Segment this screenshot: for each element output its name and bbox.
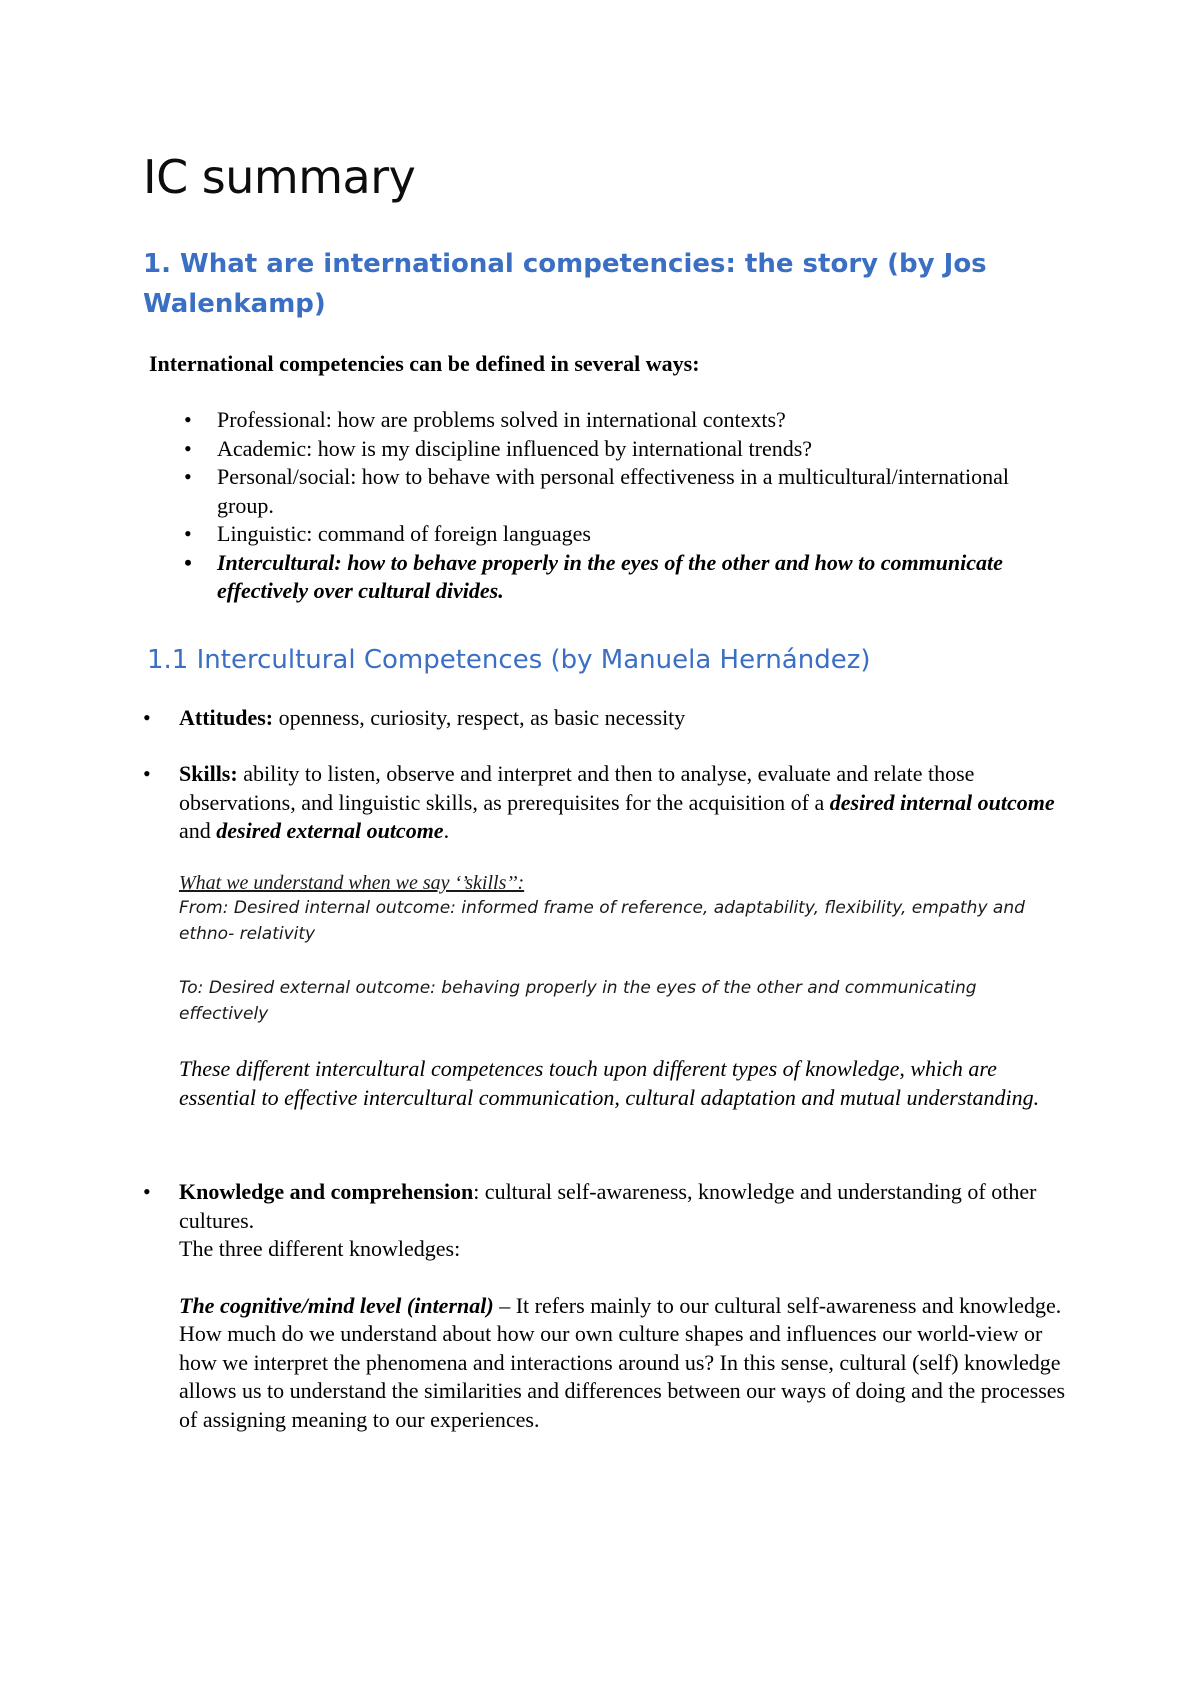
skills-summary: These different intercultural competences touch upon different types of knowledge, which are essential to effective intercultural communication, cultural adaptation and mutual understanding. [179, 1056, 1040, 1110]
list-item: • Professional: how are problems solved in international contexts? [180, 406, 1040, 435]
skills-paragraph: Skills: ability to listen, observe and interpret and then to analyse, evaluate and relate those observations, and linguistic skills, as prerequisites for the acquisition of a desired internal outcome and desired external outcome. [179, 761, 1055, 843]
knowledge-paragraph: Knowledge and comprehension: cultural self-awareness, knowledge and understanding of other cultures. [179, 1179, 1037, 1233]
bullet-icon: • [143, 705, 151, 730]
bullet-icon: • [143, 761, 151, 786]
section-1-heading: 1. What are international competencies: the story (by Jos Walenkamp) [143, 249, 987, 319]
section-1-1-heading: 1.1 Intercultural Competences (by Manuela Hernández) [147, 645, 871, 675]
list-item: • Personal/social: how to behave with personal effectiveness in a multicultural/international group. [184, 464, 1009, 518]
bullet-icon: • [143, 1179, 151, 1204]
skills-label: Skills: [179, 761, 238, 786]
section-1-intro: International competencies can be defined in several ways: [149, 351, 700, 376]
knowledge-label: Knowledge and comprehension [179, 1179, 474, 1204]
skills-item [143, 760, 1073, 846]
attitudes-label: Attitudes: [179, 705, 274, 730]
bullet-icon: • [184, 521, 192, 546]
knowledge-item [143, 1178, 1073, 1434]
knowledge-three: The three different knowledges: [179, 1236, 461, 1261]
bullet-icon: • [184, 407, 192, 432]
list-item: • Linguistic: command of foreign languages [180, 520, 1040, 549]
list-item: • Academic: how is my discipline influenced by international trends? [180, 435, 1040, 464]
attitudes-text: openness, curiosity, respect, as basic necessity [273, 705, 686, 730]
cognitive-paragraph: The cognitive/mind level (internal) – It refers mainly to our cultural self-awareness and knowledge. How much do we understand about how our own culture shapes and influences our world-view or how we interpret the phenomena and interactions around us? In this sense, cultural (self) knowledge allows us to understand the similarities and differences between our ways of doing and the processes of assigning meaning to our experiences. [179, 1292, 1066, 1432]
skills-detail [179, 872, 1069, 1112]
attitudes-item [143, 704, 1073, 733]
bullet-icon: • [184, 549, 192, 575]
bullet-icon: • [184, 435, 192, 461]
document-title: IC summary [143, 150, 416, 204]
skills-subheading: What we understand when we say ‘’skills’’: [179, 872, 525, 894]
skills-from: From: Desired internal outcome: informed frame of reference, adaptability, flexibility, empathy and ethno- relativity [179, 898, 1025, 944]
list-item: • Intercultural: how to behave properly in the eyes of the other and how to communicate effectively over cultural divides. [184, 549, 1003, 603]
bullet-icon: • [184, 464, 192, 489]
skills-to: To: Desired external outcome: behaving properly in the eyes of the other and communicating effectively [179, 978, 977, 1024]
cognitive-label: The cognitive/mind level (internal) [179, 1292, 494, 1318]
competencies-list [180, 406, 1040, 606]
